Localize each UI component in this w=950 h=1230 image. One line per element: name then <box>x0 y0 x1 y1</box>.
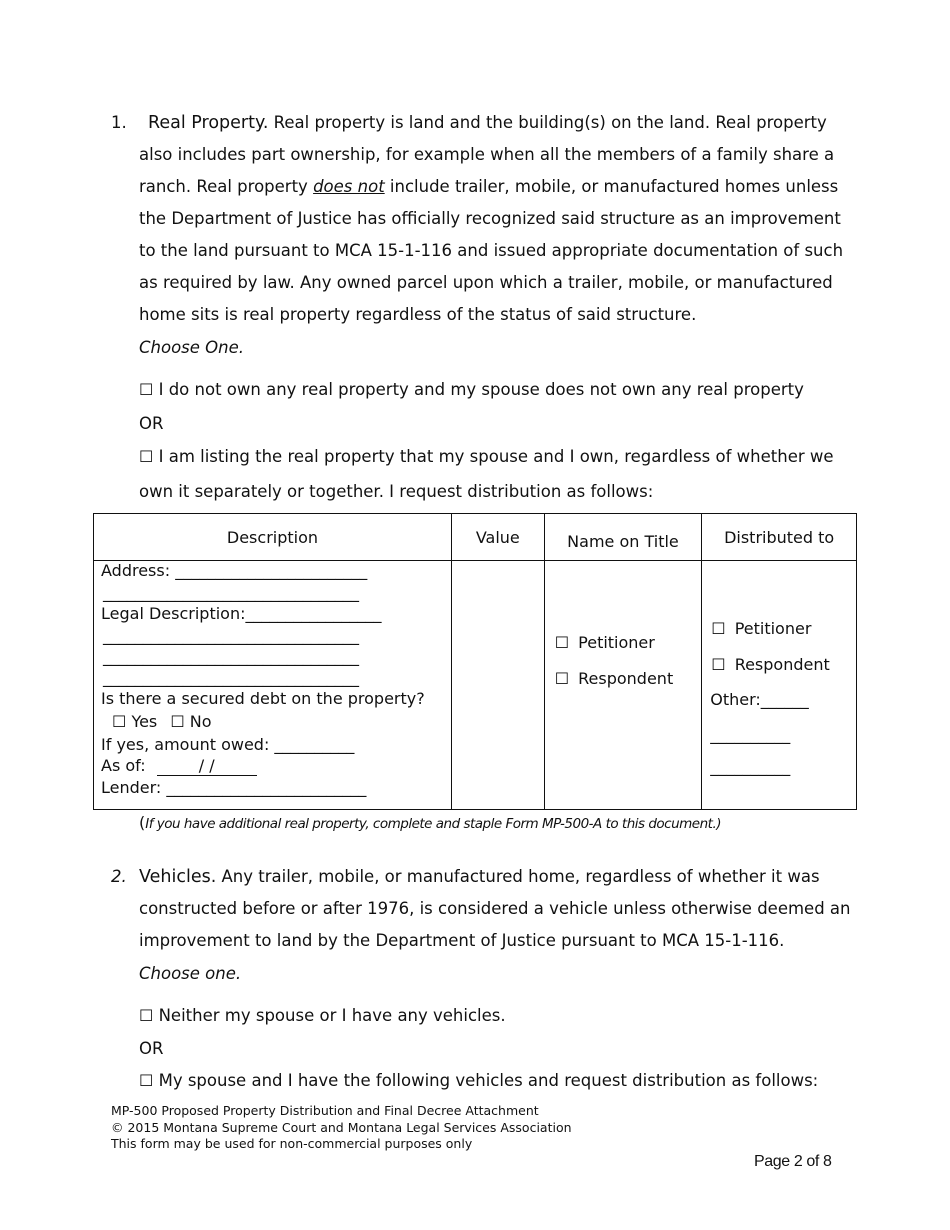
section-1-line-3-end: include trailer, mobile, or manufactured homes unless <box>384 177 839 196</box>
section-1-line-5: to the land pursuant to MCA 15-1-116 and issued appropriate documentation of such <box>139 241 844 260</box>
dist-respondent-option <box>711 655 830 674</box>
secured-debt-question: Is there a secured debt on the property? <box>101 689 425 708</box>
footer <box>111 1103 572 1153</box>
section-2-choose-one: Choose one. <box>139 964 242 983</box>
section-1-line-6: as required by law. Any owned parcel upon which a trailer, mobile, or manufactured <box>139 273 833 292</box>
header-value: Value <box>451 514 544 561</box>
no-vehicles-label: Neither my spouse or I have any vehicles. <box>158 1006 506 1025</box>
legal-description-field[interactable]: Legal Description:_________________ <box>101 604 382 623</box>
secured-no-label: No <box>189 712 212 731</box>
no-real-property-checkbox[interactable]: ☐ <box>139 380 154 399</box>
footer-form-title: MP-500 Proposed Property Distribution and Final Decree Attachment <box>111 1103 539 1118</box>
table-row <box>94 561 857 810</box>
additional-note-text: If you have additional real property, complete and staple Form MP-500-A to this document.) <box>145 816 722 832</box>
section-2-or: OR <box>139 1039 164 1058</box>
legal-line-2[interactable]: ________________________________ <box>103 626 359 645</box>
have-vehicles-checkbox[interactable]: ☐ <box>139 1071 154 1090</box>
description-cell <box>94 561 452 810</box>
as-of-date-field[interactable]: / / <box>157 756 257 776</box>
header-description: Description <box>94 514 452 561</box>
section-2-line-3: improvement to land by the Department of Justice pursuant to MCA 15-1-116. <box>139 931 785 950</box>
title-respondent-label: Respondent <box>578 669 674 688</box>
title-petitioner-option <box>555 633 655 652</box>
section-1-or: OR <box>139 414 164 433</box>
secured-no-checkbox[interactable]: ☐ <box>170 712 185 731</box>
footer-copyright: © 2015 Montana Supreme Court and Montana Legal Services Association <box>111 1119 572 1135</box>
title-respondent-option <box>555 669 674 688</box>
header-name-on-title: Name on Title <box>544 514 702 561</box>
dist-other-line-2[interactable]: __________ <box>710 725 791 744</box>
no-vehicles-checkbox[interactable]: ☐ <box>139 1006 154 1025</box>
section-2-heading: Vehicles. <box>139 867 217 887</box>
dist-other-line-3[interactable]: __________ <box>710 757 791 776</box>
address-line-2[interactable]: ________________________________ <box>103 583 359 602</box>
section-1-number: 1. <box>111 113 127 132</box>
does-not-emphasis: does not <box>313 177 385 196</box>
page-number: Page 2 of 8 <box>754 1153 832 1170</box>
section-1-option-1 <box>139 380 804 399</box>
as-of-label: As of: <box>101 756 146 775</box>
dist-respondent-checkbox[interactable]: ☐ <box>711 655 726 674</box>
dist-petitioner-option <box>711 619 811 638</box>
section-2-number: 2. <box>111 867 127 886</box>
listing-real-property-checkbox[interactable]: ☐ <box>139 447 154 466</box>
section-1-heading: Real Property. <box>148 113 269 133</box>
address-field[interactable]: Address: ________________________ <box>101 561 368 580</box>
legal-line-4[interactable]: ________________________________ <box>103 668 359 687</box>
section-2-option-2 <box>139 1071 818 1090</box>
footer-usage-note: This form may be used for non-commercial purposes only <box>111 1136 473 1151</box>
secured-debt-options <box>112 712 212 731</box>
as-of-row <box>101 756 257 776</box>
section-1-line-2: also includes part ownership, for example when all the members of a family share a <box>139 145 835 164</box>
section-1-line-4: the Department of Justice has officially recognized said structure as an improvement <box>139 209 841 228</box>
section-1-option-2-line-2: own it separately or together. I request distribution as follows: <box>139 482 654 501</box>
listing-real-property-label: I am listing the real property that my spouse and I own, regardless of whether we <box>158 447 834 466</box>
title-respondent-checkbox[interactable]: ☐ <box>554 669 570 688</box>
section-1-first-line <box>148 113 827 133</box>
section-1-choose-one: Choose One. <box>139 338 245 357</box>
have-vehicles-label: My spouse and I have the following vehicles and request distribution as follows: <box>158 1071 819 1090</box>
no-real-property-label: I do not own any real property and my spouse does not own any real property <box>158 380 804 399</box>
title-petitioner-checkbox[interactable]: ☐ <box>554 633 570 652</box>
real-property-table <box>93 513 857 810</box>
section-2-line-2: constructed before or after 1976, is considered a vehicle unless otherwise deemed an <box>139 899 851 918</box>
table-header-row <box>94 514 857 561</box>
secured-yes-checkbox[interactable]: ☐ <box>112 712 127 731</box>
secured-yes-label: Yes <box>131 712 158 731</box>
lender-field[interactable]: Lender: _________________________ <box>101 778 367 797</box>
dist-other-field[interactable]: Other:______ <box>710 690 809 709</box>
additional-note-paren: ( <box>139 813 146 832</box>
dist-petitioner-checkbox[interactable]: ☐ <box>711 619 726 638</box>
section-1-option-2 <box>139 447 834 466</box>
section-1-line-7: home sits is real property regardless of the status of said structure. <box>139 305 697 324</box>
legal-line-3[interactable]: ________________________________ <box>103 647 359 666</box>
section-1-line-3 <box>139 177 838 196</box>
header-distributed-to: Distributed to <box>702 514 857 561</box>
section-2-first-line <box>139 867 820 887</box>
name-on-title-cell <box>544 561 702 810</box>
title-petitioner-label: Petitioner <box>578 633 655 652</box>
amount-owed-field[interactable]: If yes, amount owed: __________ <box>101 735 355 754</box>
dist-petitioner-label: Petitioner <box>734 619 812 638</box>
section-1-line-1: Real property is land and the building(s) on the land. Real property <box>273 113 827 132</box>
value-cell[interactable] <box>451 561 544 810</box>
section-1-line-3-start: ranch. Real property <box>139 177 314 196</box>
section-2-option-1 <box>139 1006 506 1025</box>
section-2-line-1: Any trailer, mobile, or manufactured home, regardless of whether it was <box>221 867 820 886</box>
dist-respondent-label: Respondent <box>734 655 830 674</box>
additional-property-note <box>139 813 721 832</box>
distributed-to-cell <box>702 561 857 810</box>
